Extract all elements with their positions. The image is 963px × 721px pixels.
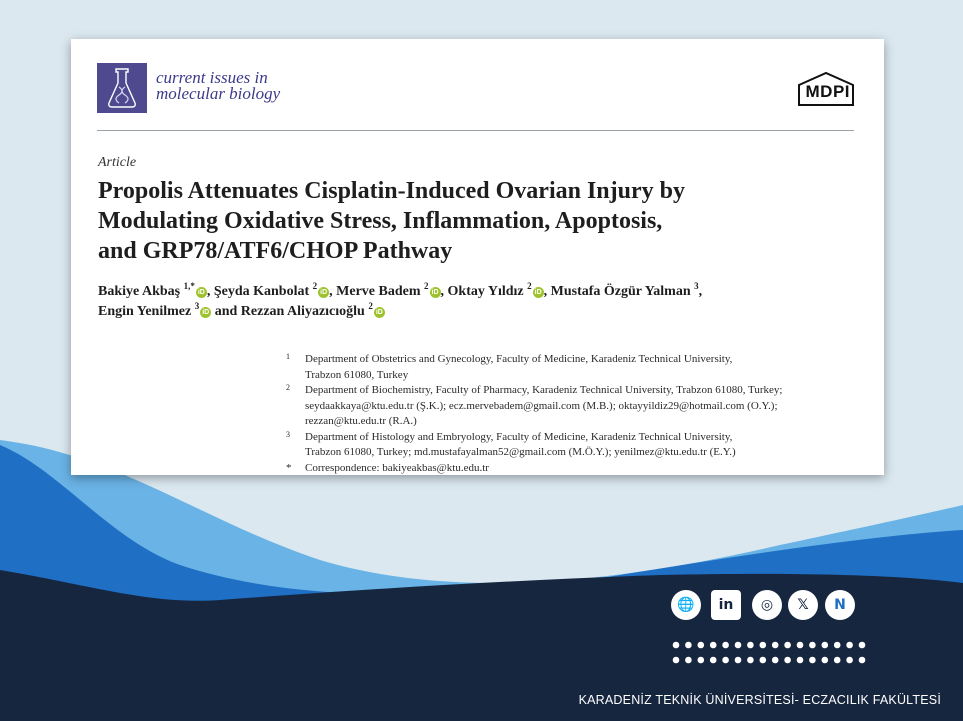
decorative-dot bbox=[772, 642, 779, 649]
affiliations bbox=[284, 352, 864, 475]
decorative-dot bbox=[859, 657, 866, 664]
decorative-dot bbox=[797, 642, 804, 649]
journal-name-line1: current issues in bbox=[156, 68, 268, 87]
author-separator: , bbox=[543, 284, 548, 299]
affiliation-line: rezzan@ktu.edu.tr (R.A.) bbox=[305, 415, 417, 427]
linkedin-icon[interactable]: in bbox=[711, 590, 741, 620]
decorative-dot bbox=[846, 642, 853, 649]
decorative-dot bbox=[772, 657, 779, 664]
author-separator: , bbox=[698, 284, 703, 299]
author-affiliation-marker: 3 bbox=[694, 281, 699, 291]
header-divider bbox=[97, 130, 854, 131]
decorative-dot bbox=[784, 657, 791, 664]
decorative-dot bbox=[846, 657, 853, 664]
decorative-dot bbox=[735, 657, 742, 664]
decorative-dot bbox=[710, 642, 717, 649]
correspondence-line: Correspondence: bakiyeakbas@ktu.edu.tr bbox=[305, 461, 489, 474]
publisher-logo-text: MDPI bbox=[805, 82, 850, 101]
affiliation-item bbox=[284, 461, 864, 476]
decorative-dot bbox=[685, 642, 692, 649]
author-name: Mustafa Özgür Yalman bbox=[550, 284, 691, 299]
decorative-dot bbox=[834, 642, 841, 649]
author-affiliation-marker: 3 bbox=[194, 301, 200, 311]
affiliation-item bbox=[284, 352, 864, 383]
journal-name-line2: molecular biology bbox=[156, 84, 281, 103]
orcid-icon[interactable]: iD bbox=[197, 289, 205, 296]
author-list bbox=[98, 282, 818, 322]
author-affiliation-marker: 1,* bbox=[183, 281, 195, 291]
decorative-dot bbox=[834, 657, 841, 664]
decorative-dot bbox=[822, 657, 829, 664]
decorative-dot bbox=[685, 657, 692, 664]
orcid-icon[interactable]: iD bbox=[202, 309, 210, 316]
footer-institution: KARADENİZ TEKNİK ÜNİVERSİTESİ- ECZACILIK FAKÜLTESİ bbox=[578, 693, 941, 707]
decorative-dot bbox=[673, 657, 680, 664]
author-line bbox=[98, 282, 818, 302]
article-title bbox=[98, 176, 818, 266]
decorative-dot bbox=[822, 642, 829, 649]
decorative-dot bbox=[710, 657, 717, 664]
affiliation-marker: 3 bbox=[286, 429, 290, 439]
title-line: Modulating Oxidative Stress, Inflammation, Apoptosis, bbox=[98, 208, 663, 234]
decorative-dot bbox=[698, 642, 705, 649]
author-separator: , bbox=[329, 284, 333, 299]
decorative-dot bbox=[735, 642, 742, 649]
affiliation-marker: 1 bbox=[286, 352, 290, 361]
affiliation-line: seydaakkaya@ktu.edu.tr (Ş.K.); ecz.mervebadem@gmail.com (M.B.); oktayyildiz29@hotmail.com (O.Y.); bbox=[305, 399, 778, 412]
orcid-icon[interactable]: iD bbox=[375, 309, 383, 316]
affiliation-line: Department of Obstetrics and Gynecology, Faculty of Medicine, Karadeniz Technical University, bbox=[305, 353, 733, 365]
author-affiliation-marker: 2 bbox=[424, 281, 429, 291]
decorative-dots bbox=[672, 640, 872, 670]
author-line bbox=[98, 302, 818, 322]
decorative-dot bbox=[797, 657, 804, 664]
decorative-dot bbox=[698, 657, 705, 664]
author-name: Merve Badem bbox=[336, 284, 421, 299]
title-line: Propolis Attenuates Cisplatin-Induced Ovarian Injury by bbox=[98, 178, 685, 204]
journal-name bbox=[156, 70, 280, 102]
x-icon[interactable]: 𝕏 bbox=[788, 590, 818, 620]
affiliation-line: Department of Biochemistry, Faculty of Pharmacy, Karadeniz Technical University, Trabzon 61080, Turkey; bbox=[305, 384, 783, 396]
title-line: and GRP78/ATF6/CHOP Pathway bbox=[98, 238, 453, 264]
journal-logo-icon bbox=[97, 63, 147, 113]
article-page bbox=[71, 39, 884, 475]
decorative-dot bbox=[859, 642, 866, 649]
affiliation-line: Trabzon 61080, Turkey; md.mustafayalman52@gmail.com (M.Ö.Y.); yenilmez@ktu.edu.tr (E.Y.) bbox=[305, 446, 736, 458]
author-name: Oktay Yıldız bbox=[447, 284, 524, 299]
decorative-dot bbox=[722, 657, 729, 664]
author-name: and Rezzan Aliyazıcıoğlu bbox=[214, 304, 365, 319]
affiliation-marker: 2 bbox=[286, 383, 290, 392]
author-separator: , bbox=[206, 284, 211, 299]
decorative-dot bbox=[747, 657, 754, 664]
orcid-icon[interactable]: iD bbox=[320, 289, 328, 296]
article-type: Article bbox=[98, 155, 137, 170]
affiliation-line: Trabzon 61080, Turkey bbox=[305, 368, 409, 381]
decorative-dot bbox=[673, 642, 680, 649]
decorative-dot bbox=[809, 642, 816, 649]
instagram-icon[interactable]: ◎ bbox=[752, 590, 782, 620]
decorative-dot bbox=[784, 642, 791, 649]
orcid-icon[interactable]: iD bbox=[431, 289, 439, 296]
author-name: Engin Yenilmez bbox=[98, 304, 192, 319]
affiliation-line: Department of Histology and Embryology, Faculty of Medicine, Karadeniz Technical University, bbox=[305, 430, 733, 443]
author-name: Bakiye Akbaş bbox=[98, 284, 181, 299]
author-affiliation-marker: 2 bbox=[312, 281, 318, 291]
decorative-dot bbox=[760, 642, 767, 649]
author-separator: , bbox=[440, 284, 445, 299]
affiliation-item bbox=[284, 383, 864, 430]
decorative-dot bbox=[809, 657, 816, 664]
author-affiliation-marker: 2 bbox=[368, 301, 373, 311]
orcid-icon[interactable]: iD bbox=[534, 289, 542, 296]
correspondence-marker: * bbox=[286, 461, 292, 474]
nsosyal-icon[interactable]: N bbox=[825, 590, 855, 620]
author-affiliation-marker: 2 bbox=[527, 281, 532, 291]
author-name: Şeyda Kanbolat bbox=[213, 284, 310, 299]
decorative-dot bbox=[722, 642, 729, 649]
globe-icon[interactable]: 🌐 bbox=[671, 590, 701, 620]
affiliation-item bbox=[284, 430, 864, 461]
decorative-dot bbox=[747, 642, 754, 649]
decorative-dot bbox=[760, 657, 767, 664]
